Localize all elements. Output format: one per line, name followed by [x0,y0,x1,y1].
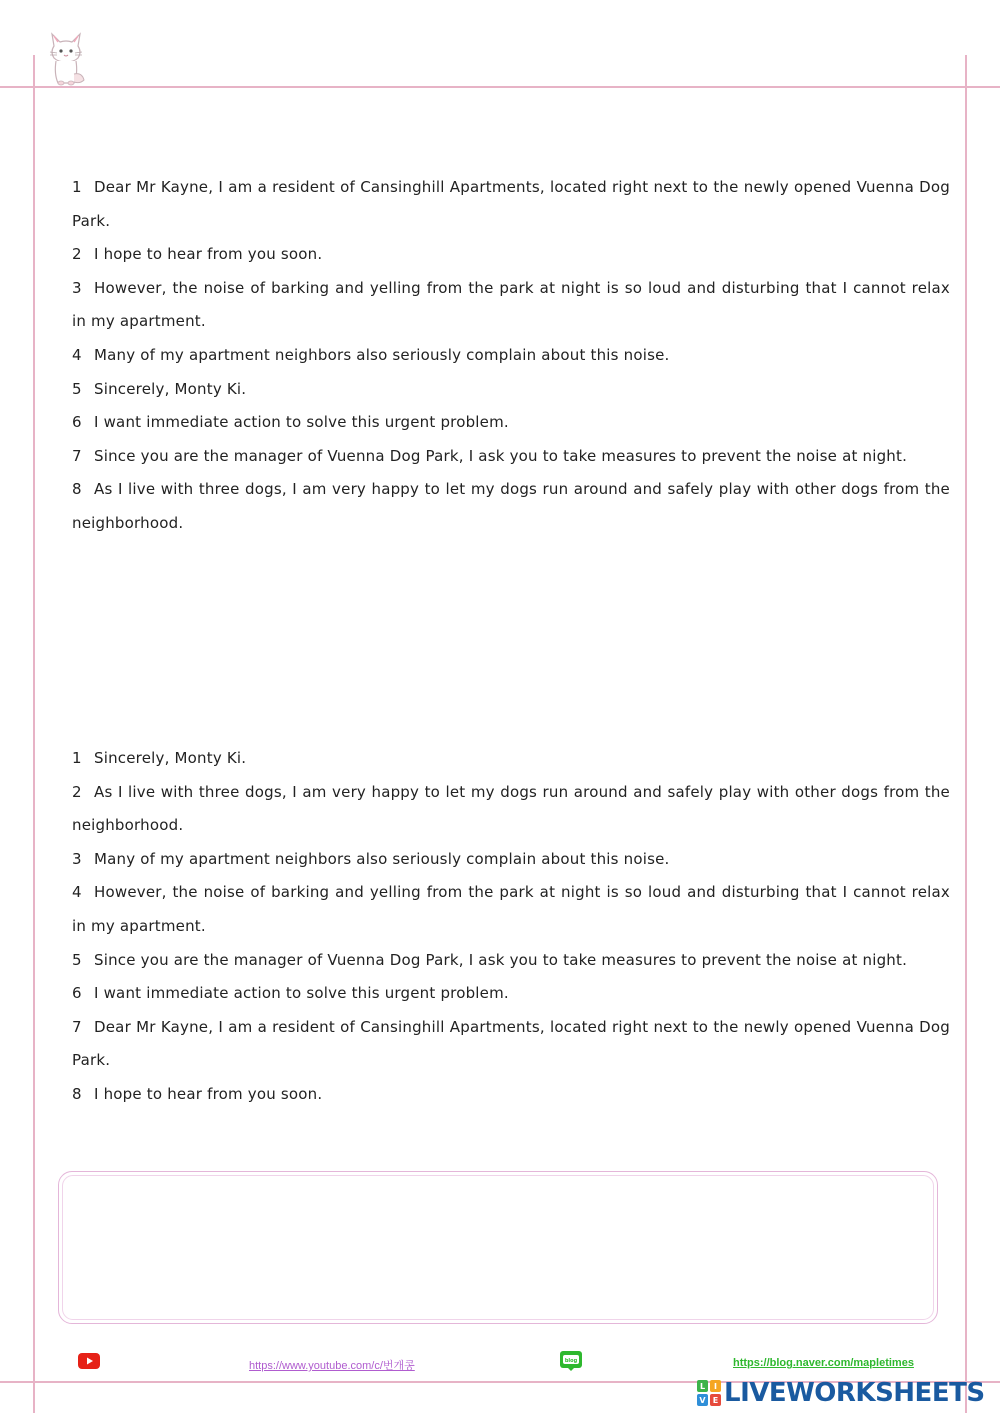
list-item [72,876,950,943]
item-text: Many of my apartment neighbors also seriously complain about this noise. [94,849,670,868]
item-text: However, the noise of barking and yelling from the park at night is so loud and disturbing that I cannot relax in my apartment. [72,278,950,331]
list-item [72,171,950,238]
item-number: 4 [72,883,82,902]
item-number: 8 [72,1084,82,1103]
answer-input-area[interactable] [62,1175,934,1320]
item-number: 8 [72,480,82,499]
list-item [72,843,950,877]
list-item [72,776,950,843]
list-item [72,1011,950,1078]
item-number: 6 [72,413,82,432]
list-item [72,339,950,373]
item-number: 4 [72,345,82,364]
list-item [72,944,950,978]
list-item [72,238,950,272]
list-item [72,406,950,440]
item-text: As I live with three dogs, I am very happy to let my dogs run around and safely play with other dogs from the neighborhood. [72,782,950,835]
item-text: Sincerely, Monty Ki. [94,379,247,398]
item-text: Many of my apartment neighbors also seriously complain about this noise. [94,345,670,364]
item-text: Dear Mr Kayne, I am a resident of Cansinghill Apartments, located right next to the newly opened Vuenna Dog Park. [72,178,950,230]
list-item [72,272,950,339]
list-item [72,473,950,540]
left-border-line [33,55,35,1413]
list-item [72,977,950,1011]
item-number: 2 [72,782,82,801]
list-item [72,1078,950,1112]
item-number: 1 [72,749,82,767]
list-item [72,373,950,407]
badge-letter: I [710,1380,721,1392]
item-number: 7 [72,1017,82,1036]
item-number: 5 [72,379,82,398]
item-number: 1 [72,178,82,196]
sentence-list-2 [72,742,950,1112]
right-border-line [965,55,967,1413]
liveworksheets-logo[interactable] [697,1375,985,1411]
item-text: Since you are the manager of Vuenna Dog Park, I ask you to take measures to prevent the noise at night. [94,950,908,969]
item-text: I hope to hear from you soon. [94,1084,323,1103]
blog-icon[interactable] [560,1351,582,1371]
blog-badge-label: blog [564,1358,578,1364]
item-text: Dear Mr Kayne, I am a resident of Cansinghill Apartments, located right next to the newly opened Vuenna Dog Park. [72,1017,950,1070]
item-number: 5 [72,950,82,969]
item-text: I hope to hear from you soon. [94,245,323,264]
item-number: 7 [72,446,82,465]
youtube-icon[interactable] [78,1353,100,1369]
item-text: I want immediate action to solve this urgent problem. [94,984,509,1003]
badge-letter: L [697,1380,708,1392]
item-number: 3 [72,849,82,868]
item-text: Since you are the manager of Vuenna Dog Park, I ask you to take measures to prevent the noise at night. [94,446,908,465]
list-item [72,742,950,776]
item-text: As I live with three dogs, I am very happy to let my dogs run around and safely play with other dogs from the neighborhood. [72,480,950,532]
live-badge [697,1380,721,1406]
brand-name: LIVEWORKSHEETS [724,1378,985,1408]
item-text: I want immediate action to solve this urgent problem. [94,413,509,432]
badge-letter: V [697,1394,708,1406]
top-border-line [0,86,1000,88]
youtube-link[interactable]: https://www.youtube.com/c/번개콩 [249,1360,415,1372]
item-number: 6 [72,984,82,1003]
blog-link[interactable]: https://blog.naver.com/mapletimes [733,1357,914,1369]
sentence-list-1 [72,171,950,541]
item-text: However, the noise of barking and yelling from the park at night is so loud and disturbing that I cannot relax in my apartment. [72,883,950,935]
cat-icon [44,30,88,86]
answer-input-box[interactable] [58,1171,938,1324]
item-text: Sincerely, Monty Ki. [94,749,247,767]
badge-letter: E [710,1394,721,1406]
item-number: 3 [72,278,82,297]
item-number: 2 [72,245,82,264]
list-item [72,440,950,474]
